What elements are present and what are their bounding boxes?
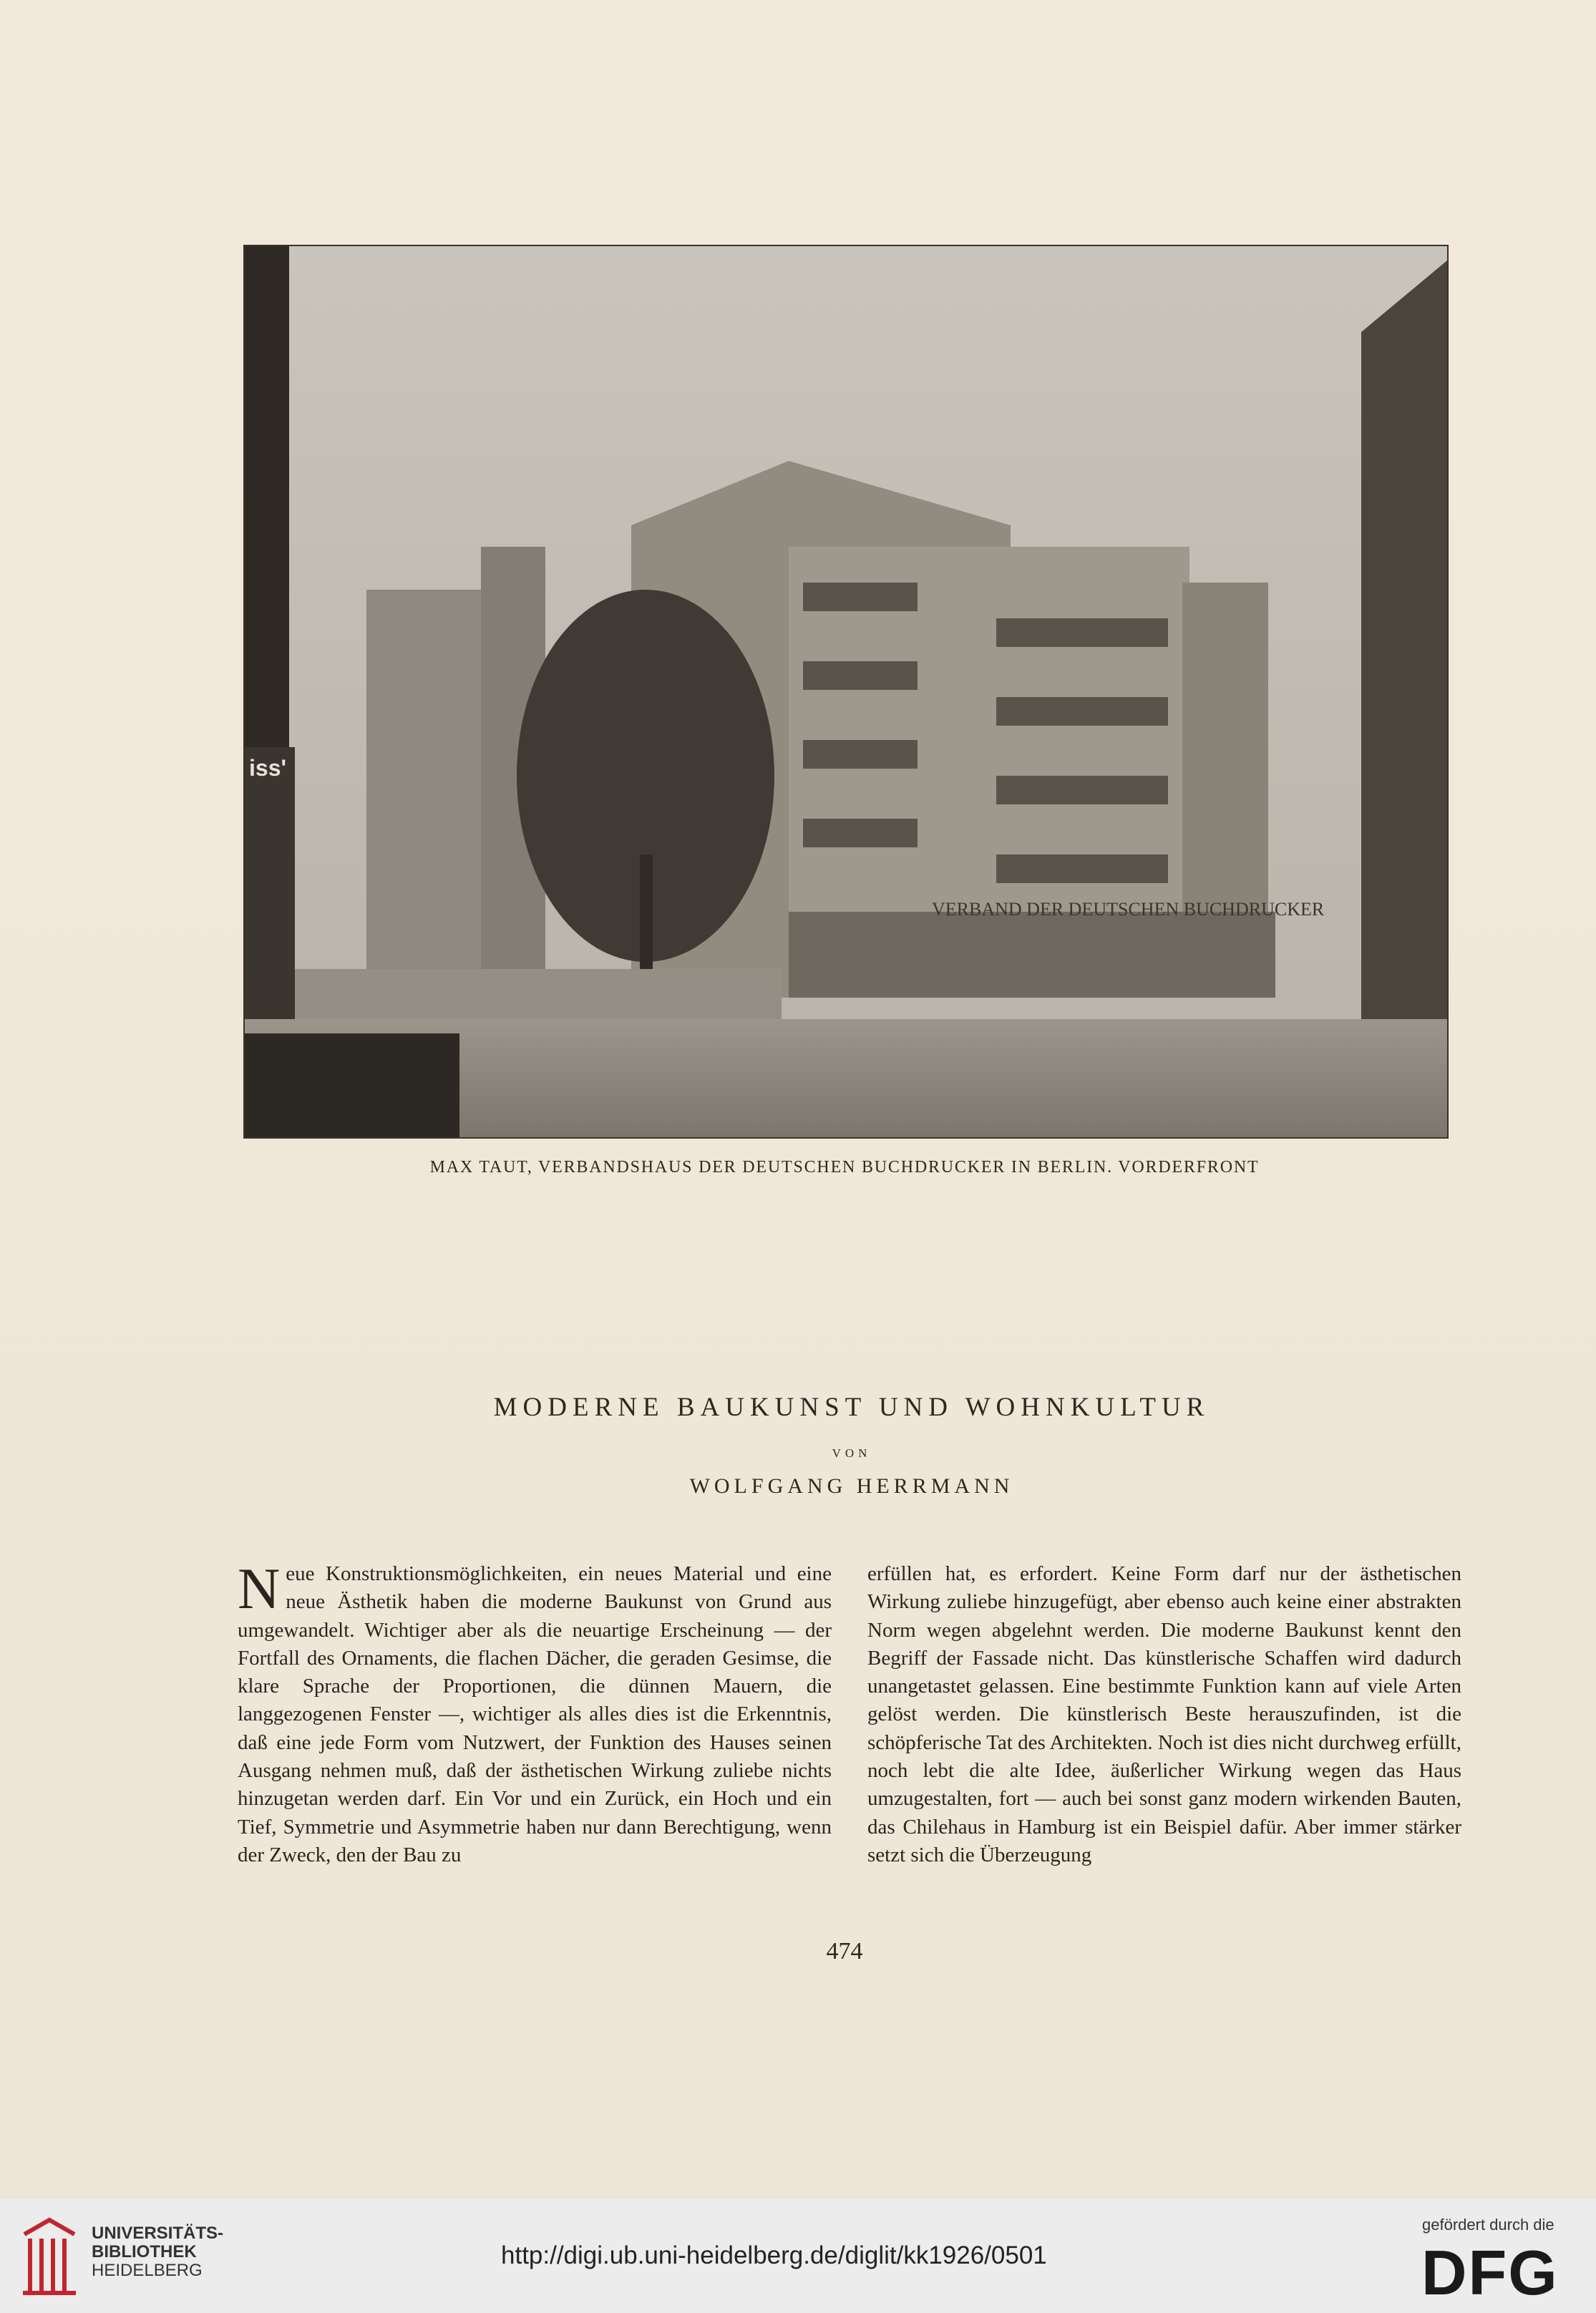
article-von: VON	[832, 1446, 872, 1460]
article-author: WOLFGANG HERRMANN	[689, 1474, 1014, 1498]
building-sign: VERBAND DER DEUTSCHEN BUCHDRUCKER	[932, 899, 1325, 920]
library-name-line1: UNIVERSITÄTS-	[92, 2224, 224, 2243]
footer-bar	[0, 2198, 1596, 2313]
paragraph-right: erfüllen hat, es erfordert. Keine Form darf nur der ästhetischen Wirkung zuliebe hinzugefügt, aber ebenso auch keine einer abstrakten Norm wegen abgelehnt werden. Die moderne Baukunst kennt den Begriff der Fassade nicht. Das künstlerische Schaffen wird dadurch unangetastet gelassen. Eine bestimmte Funktion kann auf viele Arten gelöst werden. Die künstlerisch Beste herauszufinden, ist die schöpferische Tat des Architekten. Noch ist dies nicht durchweg erfüllt, noch lebt die alte Idee, äußerlicher Wirkung wegen das Haus umzugestalten, fort — auch bei sonst ganz modern wirkenden Bauten, das Chilehaus in Hamburg ist ein Beispiel dafür. Aber immer stärker setzt sich die Überzeugung	[867, 1562, 1461, 1866]
drop-cap: N	[238, 1556, 281, 1621]
text-column-left	[238, 1556, 832, 1869]
side-sign: iss'	[249, 755, 287, 781]
building-photo-illustration	[245, 246, 1447, 1137]
page-number: 474	[826, 1938, 863, 1964]
permalink-url[interactable]: http://digi.ub.uni-heidelberg.de/diglit/kk1926/0501	[501, 2241, 1047, 2269]
dfg-logo: DFG	[1421, 2237, 1559, 2308]
paragraph-left: eue Konstruktionsmöglichkeiten, ein neues Material und eine neue Ästhetik haben die moderne Baukunst von Grund aus umgewandelt. Wichtiger aber als die neuartige Erscheinung — der Fortfall des Ornaments, die flachen Dächer, die geraden Gesimse, die klare Sprache der Proportionen, die dünnen Mauern, die langgezogenen Fenster —, wichtiger als alles dies ist die Erkenntnis, daß eine jede Form vom Nutzwert, der Funktion des Hauses seinen Ausgang nehmen muß, daß der ästhetischen Wirkung zuliebe nichts hinzugetan werden darf. Ein Vor und ein Zurück, ein Hoch und ein Tief, Symmetrie und Asymmetrie haben nur dann Berechtigung, wenn der Zweck, den der Bau zu	[238, 1562, 832, 1866]
article-title: MODERNE BAUKUNST UND WOHNKULTUR	[493, 1393, 1210, 1422]
library-name-line2: BIBLIOTHEK	[92, 2242, 197, 2261]
library-name-line3: HEIDELBERG	[92, 2261, 203, 2280]
funding-text: gefördert durch die	[1422, 2216, 1554, 2234]
building-photograph	[243, 245, 1449, 1139]
photo-caption: MAX TAUT, VERBANDSHAUS DER DEUTSCHEN BUCHDRUCKER IN BERLIN. VORDERFRONT	[429, 1158, 1260, 1177]
text-column-right	[867, 1560, 1461, 1869]
library-name	[92, 2224, 223, 2280]
university-library-logo-icon	[17, 2213, 82, 2299]
